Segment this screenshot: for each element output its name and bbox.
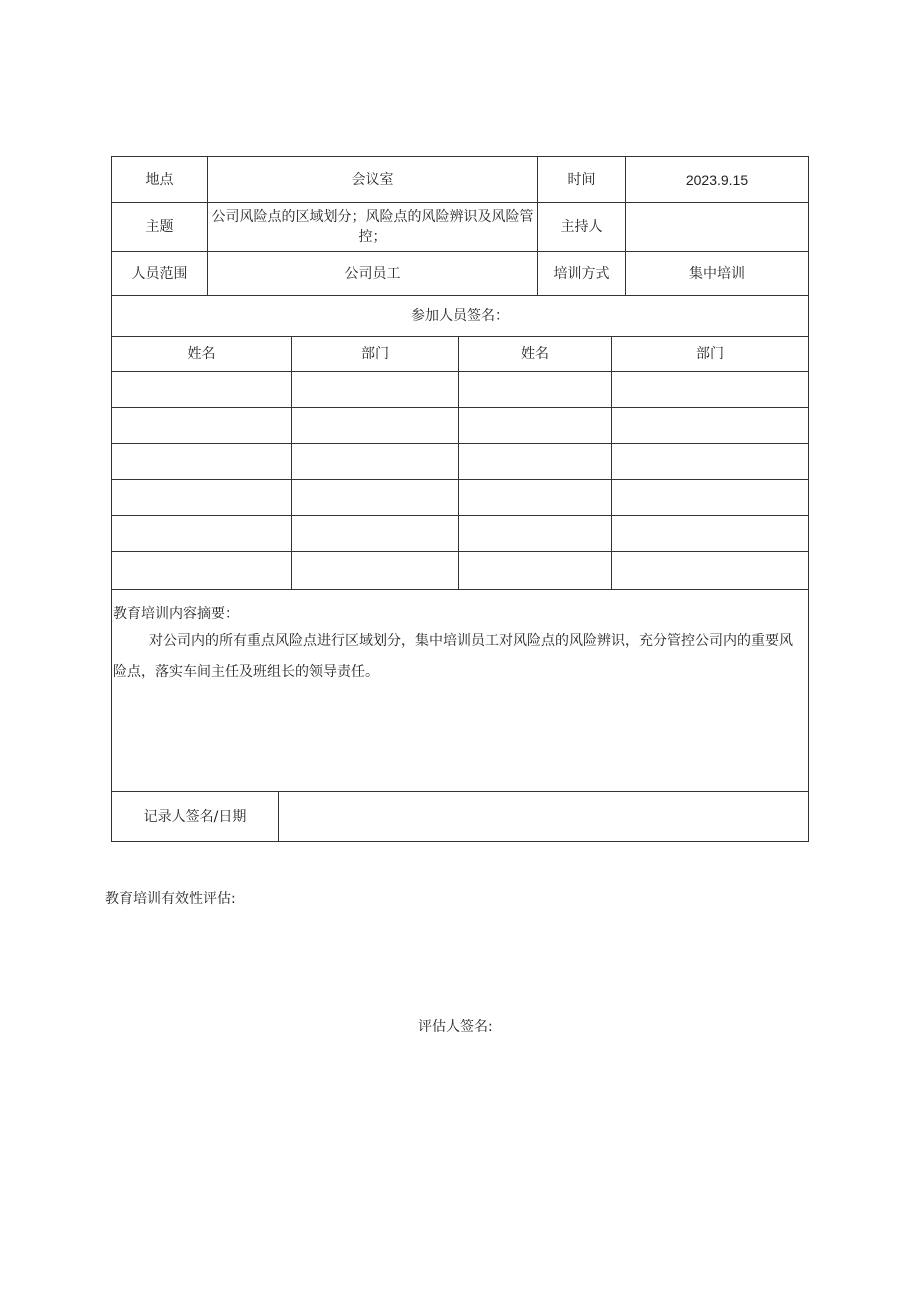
header-department: 部门 xyxy=(361,346,389,362)
recorder-label: 记录人签名/日期 xyxy=(143,808,247,825)
table-cell[interactable] xyxy=(612,444,808,479)
header-department: 部门 xyxy=(696,346,724,362)
table-cell[interactable] xyxy=(112,408,291,443)
host-value xyxy=(626,203,808,251)
table-cell[interactable] xyxy=(292,552,458,589)
table-cell[interactable] xyxy=(112,480,291,515)
table-cell[interactable] xyxy=(459,408,611,443)
table-cell[interactable] xyxy=(112,372,291,407)
method-label: 培训方式 xyxy=(553,265,610,282)
time-label: 时间 xyxy=(567,171,596,188)
table-cell[interactable] xyxy=(612,552,808,589)
table-border-right xyxy=(808,156,809,842)
recorder-value[interactable] xyxy=(279,792,808,841)
table-cell[interactable] xyxy=(612,480,808,515)
table-cell[interactable] xyxy=(612,408,808,443)
table-cell[interactable] xyxy=(292,444,458,479)
signature-title: 参加人员签名： xyxy=(411,308,509,324)
time-value: 2023.9.15 xyxy=(685,171,749,188)
topic-label: 主题 xyxy=(145,219,174,235)
table-cell[interactable] xyxy=(459,552,611,589)
header-name: 姓名 xyxy=(187,346,216,362)
evaluation-label: 教育培训有效性评估: xyxy=(105,891,236,907)
table-cell[interactable] xyxy=(292,372,458,407)
table-cell[interactable] xyxy=(292,480,458,515)
location-label: 地点 xyxy=(145,171,174,188)
table-cell[interactable] xyxy=(612,372,808,407)
scope-label: 人员范围 xyxy=(131,265,188,282)
summary-body: 对公司内的所有重点风险点进行区域划分，集中培训员工对风险点的风险辨识，充分管控公司内的重要风险点，落实车间主任及班组长的领导责任。 xyxy=(113,633,793,680)
header-name: 姓名 xyxy=(521,346,549,362)
table-cell[interactable] xyxy=(612,516,808,551)
location-value: 会议室 xyxy=(351,171,394,188)
table-cell[interactable] xyxy=(112,516,291,551)
table-cell[interactable] xyxy=(112,444,291,479)
table-cell[interactable] xyxy=(292,516,458,551)
topic-value: 公司风险点的区域划分；风险点的风险辨识及风险管控； xyxy=(211,209,534,245)
evaluator-signature-label: 评估人签名: xyxy=(418,1019,493,1035)
table-cell[interactable] xyxy=(292,408,458,443)
table-cell[interactable] xyxy=(459,516,611,551)
method-value: 集中培训 xyxy=(689,265,745,282)
table-cell[interactable] xyxy=(112,552,291,589)
table-cell[interactable] xyxy=(459,444,611,479)
summary-title: 教育培训内容摘要： xyxy=(113,606,239,622)
table-cell[interactable] xyxy=(459,372,611,407)
scope-value: 公司员工 xyxy=(344,265,401,282)
host-label: 主持人 xyxy=(560,219,603,235)
row-divider xyxy=(111,589,809,590)
table-border-bottom xyxy=(111,841,809,842)
table-cell[interactable] xyxy=(459,480,611,515)
